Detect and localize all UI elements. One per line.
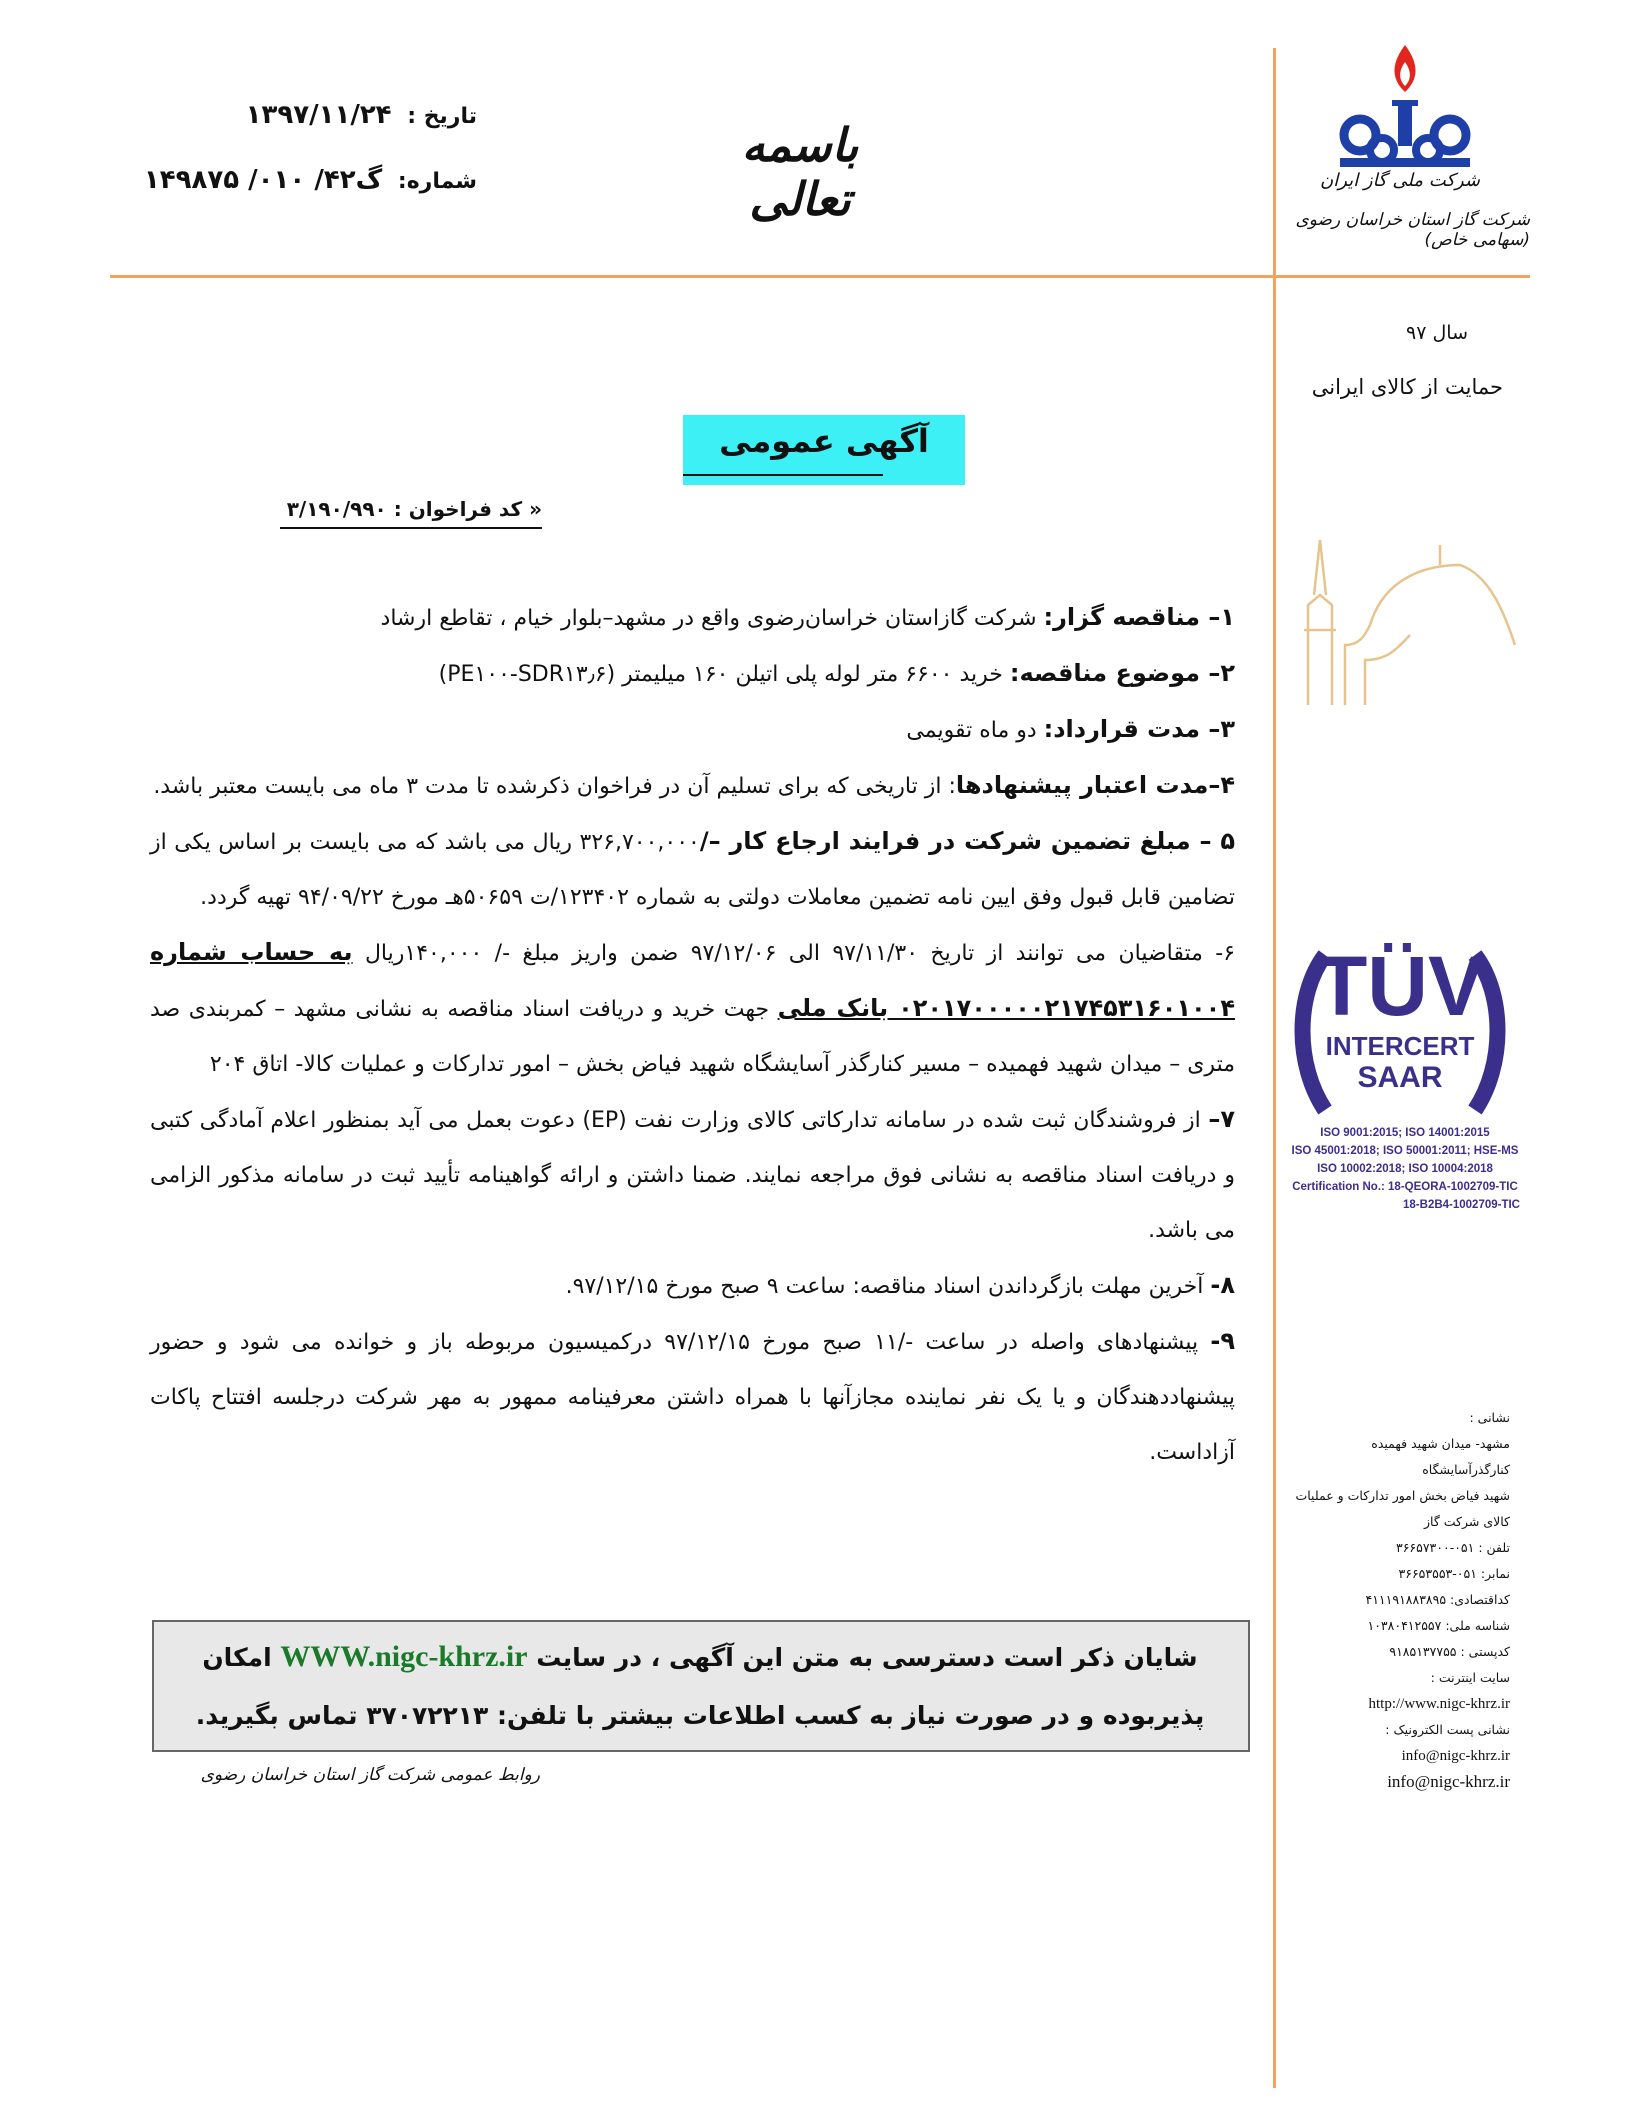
phone: تلفن : ۰۵۱-۳۶۶۵۷۳۰۰ xyxy=(1395,1540,1510,1555)
iso-line: ISO 10002:2018; ISO 10004:2018 xyxy=(1317,1163,1493,1175)
tuv-saar: SAAR xyxy=(1357,1061,1443,1094)
item-text: پیشنهادهای واصله در ساعت -/۱۱ صبح مورخ ۹۷/۱۲/۱۵ درکمیسیون مربوطه باز و خوانده می شود و حضور پیشنهاددهندگان و یا یک نفر نماینده مجازآنها با همراه داشتن معرفینامه ممهور به مهر شرکت درجلسه افتتاح پاکات آزاداست. xyxy=(150,1330,1235,1465)
date-line xyxy=(246,100,477,130)
date-label: تاریخ : xyxy=(407,104,477,129)
item-text: خرید ۶۶۰۰ متر لوله پلی اتیلن ۱۶۰ میلیمتر (PE۱۰۰-SDR۱۳٫۶) xyxy=(438,662,1010,687)
basmala: باسمه تعالی xyxy=(741,118,859,226)
info-text: امکان xyxy=(202,1643,281,1672)
email-link[interactable]: info@nigc-khrz.ir xyxy=(1401,1748,1510,1764)
fax: نمابر: ۰۵۱-۳۶۶۵۳۵۵۳ xyxy=(1398,1566,1510,1581)
item-label: ۱– مناقصه گزار: xyxy=(1043,603,1235,631)
item-4 xyxy=(150,758,1235,814)
number-value: گ۴۲/ ۰۱۰/ ۱۴۹۸۷۵ xyxy=(143,165,383,195)
info-line-2: پذیربوده و در صورت نیاز به کسب اطلاعات بیشتر با تلفن: ۳۷۰۷۲۲۱۳ تماس بگیرید. xyxy=(195,1701,1205,1730)
website-link[interactable]: http://www.nigc-khrz.ir xyxy=(1368,1696,1510,1712)
item-label: ۸- xyxy=(1210,1271,1235,1299)
item-label: ۳– مدت قرارداد: xyxy=(1043,715,1235,743)
company-name-provincial: شرکت گاز استان خراسان رضوی (سهامی خاص) xyxy=(1295,210,1530,250)
code-underline xyxy=(280,527,542,529)
address-label: نشانی : xyxy=(1469,1410,1510,1425)
iso-line: ISO 45001:2018; ISO 50001:2011; HSE-MS xyxy=(1291,1145,1519,1157)
title-underline xyxy=(683,474,883,476)
address-line: شهید فیاض بخش امور تدارکات و عملیات xyxy=(1295,1488,1510,1503)
address-line: کالای شرکت گاز xyxy=(1423,1514,1510,1529)
item-2 xyxy=(150,646,1235,702)
company-name-national: شرکت ملی گاز ایران xyxy=(1320,170,1480,191)
item-7 xyxy=(150,1092,1235,1258)
item-8 xyxy=(150,1258,1235,1314)
bank-account: به حساب شماره ۰۲۰۱۷۰۰۰۰۰۲۱۷۴۵۳۱۶۰۱۰۰۴ بانک ملی xyxy=(150,938,1235,1022)
item-label: ۷– xyxy=(1208,1105,1235,1133)
item-label: ۴–مدت اعتبار پیشنهادها xyxy=(955,771,1235,799)
item-text: شرکت گازاستان خراسان‌رضوی واقع در مشهد–بلوار خیام ، تقاطع ارشاد xyxy=(380,606,1044,631)
item-3 xyxy=(150,702,1235,758)
mosque-outline-icon xyxy=(1290,535,1520,715)
sidebar-divider xyxy=(1273,48,1276,2088)
item-6 xyxy=(150,925,1235,1092)
notice-body xyxy=(150,590,1235,1480)
item-1 xyxy=(150,590,1235,646)
iso-line: 18-B2B4-1002709-TIC xyxy=(1403,1199,1520,1211)
item-text: ۶- متقاضیان می توانند از تاریخ ۹۷/۱۱/۳۰ الی ۹۷/۱۲/۰۶ ضمن واریز مبلغ -/ ۱۴۰,۰۰۰ریال xyxy=(352,941,1236,966)
item-text: جهت خرید و دریافت اسناد مناقصه به نشانی مشهد – کمربندی صد متری – میدان شهید فهمیده – مسیر کنارگذر آسایشگاه شهید فیاض بخش – امور تدارکات و عملیات کالا- اتاق ۲۰۴ xyxy=(150,997,1235,1077)
national-id: شناسه ملی: ۱۰۳۸۰۴۱۲۵۵۷ xyxy=(1367,1618,1510,1633)
website-link[interactable]: WWW.nigc-khrz.ir xyxy=(280,1640,528,1673)
date-value: ۱۳۹۷/۱۱/۲۴ xyxy=(245,100,392,130)
header-divider xyxy=(110,275,1530,278)
item-text: : از تاریخی که برای تسلیم آن در فراخوان ذکرشده تا مدت ۳ ماه می بایست معتبر باشد. xyxy=(153,774,956,799)
item-label: ۵ – مبلغ تضمین شرکت در فرایند ارجاع کار –/ xyxy=(699,827,1236,855)
item-text: ۳۲۶,۷۰۰,۰۰۰ ریال می باشد که می بایست بر اساس یکی از تضامین قابل قبول وفق ایین نامه تضمین معاملات دولتی به شماره ۱۲۳۴۰۲/ت ۵۰۶۵۹هـ مورخ ۹۴/۰۹/۲۲ تهیه گردد. xyxy=(150,830,1235,910)
item-label: ۹- xyxy=(1210,1327,1235,1355)
address-line: مشهد- میدان شهید فهمیده کنارگذرآسایشگاه xyxy=(1371,1436,1510,1477)
item-text: دو ماه تقویمی xyxy=(906,718,1044,743)
website-label: سایت اینترنت : xyxy=(1430,1670,1510,1685)
iso-line: ISO 9001:2015; ISO 14001:2015 xyxy=(1320,1127,1490,1139)
postal-code: کدپستی : ۹۱۸۵۱۳۷۷۵۵ xyxy=(1389,1644,1510,1659)
year-label: سال ۹۷ xyxy=(1406,322,1468,344)
tuv-intercert-logo-icon xyxy=(1285,915,1515,1145)
item-text: آخرین مهلت بازگرداندن اسناد مناقصه: ساعت ۹ صبح مورخ ۹۷/۱۲/۱۵. xyxy=(565,1274,1211,1299)
iso-certifications xyxy=(1290,1124,1520,1214)
iso-line: Certification No.: 18-QEORA-1002709-TIC xyxy=(1292,1181,1518,1193)
notice-title: آگهی عمومی xyxy=(719,422,929,460)
tuv-mark: TÜV xyxy=(1316,939,1484,1033)
item-label: ۲– موضوع مناقصه: xyxy=(1009,659,1235,687)
number-label: شماره: xyxy=(397,169,477,194)
item-text: از فروشندگان ثبت شده در سامانه تدارکاتی کالای وزارت نفت (EP) دعوت بعمل می آید بمنظور اعلام آمادگی کتبی و دریافت اسناد مناقصه به نشانی فوق مراجعه نمایند. ضمنا داشتن و ارائه گواهینامه تأیید ثبت در سامانه مذکور الزامی می باشد. xyxy=(150,1108,1235,1243)
info-box-text xyxy=(170,1628,1230,1745)
public-relations-signature: روابط عمومی شرکت گاز استان خراسان رضوی xyxy=(200,1765,540,1785)
year-slogan: حمایت از کالای ایرانی xyxy=(1311,375,1503,399)
economic-code: کداقتصادی: ۴۱۱۱۹۱۸۸۳۸۹۵ xyxy=(1365,1592,1510,1607)
address-block xyxy=(1282,1405,1510,1796)
info-line-1 xyxy=(170,1628,1230,1687)
info-text: شایان ذکر است دسترسی به متن این آگهی ، در سایت xyxy=(527,1643,1198,1672)
nigc-logo-icon xyxy=(1330,40,1480,190)
tuv-intercert: INTERCERT xyxy=(1325,1031,1475,1061)
number-line xyxy=(144,165,477,195)
item-9 xyxy=(150,1314,1235,1480)
email-label: نشانی پست الکترونیک : xyxy=(1385,1722,1510,1737)
email-link[interactable]: info@nigc-khrz.ir xyxy=(1387,1772,1510,1791)
call-code: « کد فراخوان : ۳/۱۹۰/۹۹۰ xyxy=(286,497,542,521)
item-5 xyxy=(150,814,1235,925)
